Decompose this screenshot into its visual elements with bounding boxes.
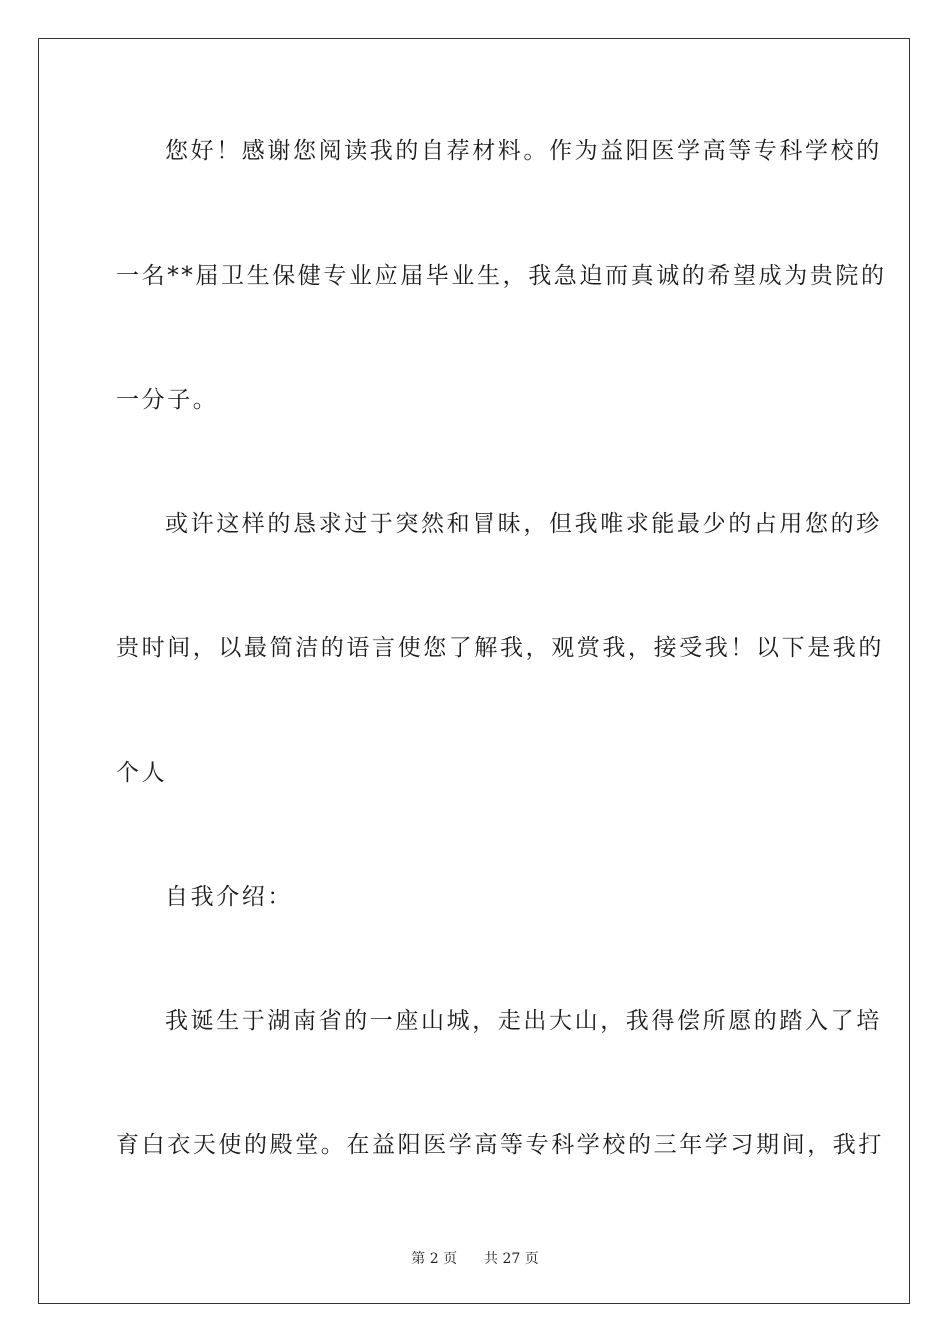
page-number: 第 2 页 bbox=[411, 1251, 458, 1267]
page-total: 共 27 页 bbox=[484, 1251, 539, 1267]
paragraph-line-9: 育白衣天使的殿堂。在益阳医学高等专科学校的三年学习期间，我打 bbox=[116, 1132, 884, 1158]
paragraph-line-4: 或许这样的恳求过于突然和冒昧，但我唯求能最少的占用您的珍 bbox=[165, 511, 882, 537]
section-heading: 自我介绍： bbox=[165, 884, 293, 910]
page-footer bbox=[0, 1248, 950, 1268]
paragraph-line-3: 一分子。 bbox=[116, 387, 219, 413]
page-border bbox=[38, 38, 910, 1304]
paragraph-line-1: 您好！感谢您阅读我的自荐材料。作为益阳医学高等专科学校的 bbox=[165, 138, 882, 164]
paragraph-line-2: 一名**届卫生保健专业应届毕业生，我急迫而真诚的希望成为贵院的 bbox=[116, 263, 887, 289]
paragraph-line-6: 个人 bbox=[116, 760, 168, 786]
paragraph-line-8: 我诞生于湖南省的一座山城，走出大山，我得偿所愿的踏入了培 bbox=[165, 1008, 882, 1034]
paragraph-line-5: 贵时间，以最简洁的语言使您了解我，观赏我，接受我！以下是我的 bbox=[116, 635, 884, 661]
